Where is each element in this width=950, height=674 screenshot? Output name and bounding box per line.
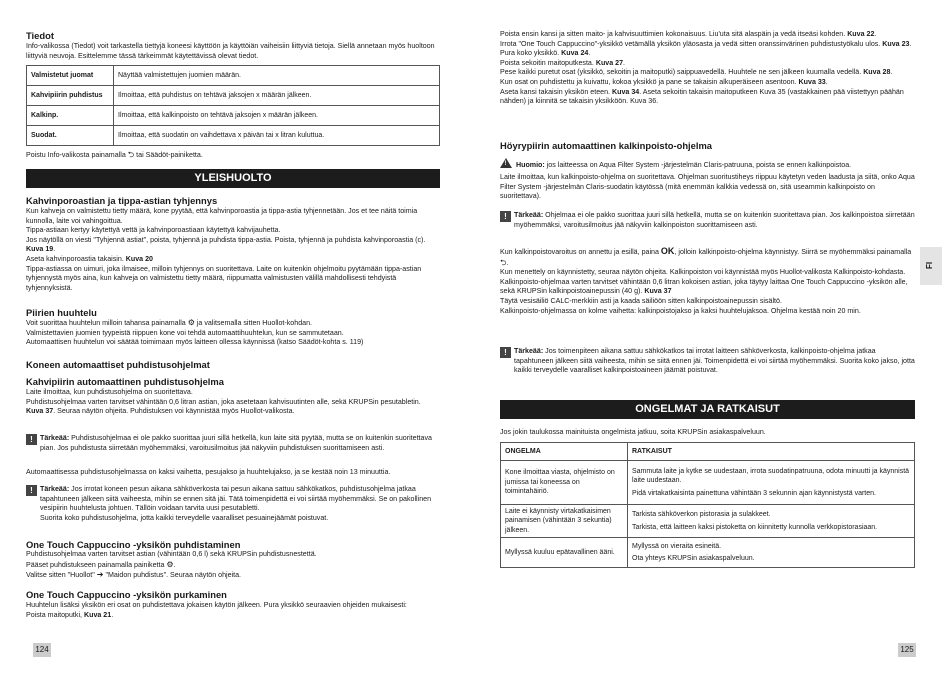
table-cell-key: Kahvipiirin puhdistus — [27, 86, 114, 106]
paragraph: Tippa-astiaan kertyy käytettyä vettä ja kahvinporoastiaan käytettyä kahvijauhetta. — [26, 226, 281, 235]
disassembly-steps — [500, 30, 915, 107]
paragraph: Jos näytöllä on viesti "Tyhjennä astiat", poista, tyhjennä ja puhdista tippa-astia. Poista, tyhjennä ja puhdista kahvinporoastia (c). Kuva 19. — [26, 235, 426, 254]
table-cell-value: Näyttää valmistettujen juomien määrän. — [114, 66, 440, 86]
paragraph: Kalkinpoisto-ohjelmaa varten tarvitset vähintään 0,6 litran kokoisen astian, joka täytyy laittaa One Touch Cappuccino -yksikön alle, sekä KRUPSin kalkinpoistoainepussin (40 g). Kuva 37 — [500, 277, 908, 296]
paragraph: Automaattisen huuhtelun voi säätää toimimaan myös laitteen ollessa käynnissä (katso Säädöt-kohta s. 119) — [26, 338, 364, 347]
warning-box: ! Tärkeää: Ohjelmaa ei ole pakko suorittaa juuri sillä hetkellä, mutta se on kuitenkin suoritettava pian. Jos kalkinpoistoa siirretään myöhemmäksi, varoitusilmoitus jää näkyviin kalkinpoiston suorittamiseen asti. — [500, 211, 915, 230]
table-row — [501, 505, 915, 538]
info-table — [26, 65, 440, 146]
exclamation-icon: ! — [26, 434, 37, 445]
section-heading: Koneen automaattiset puhdistusohjelmat — [26, 359, 210, 370]
troubleshooting-table — [500, 442, 915, 568]
table-cell-value: Ilmoittaa, että kalkinpoisto on tehtävä jaksojen x määrän jälkeen. — [114, 106, 440, 126]
paragraph: Laite ilmoittaa, kun kalkinpoisto-ohjelma on suoritettava. Ohjelman suoritustiheys riippuu käytetyn veden laadusta ja siitä, onko Aqua Filter System -järjestelmän Claris-suodatin käytössä (mitä enemmän kalkkia vedessä on, sitä useammin kalkinpoisto on suoritettava). — [500, 173, 915, 201]
subsection-heading: Kahvipiirin automaattinen puhdistusohjelma — [26, 376, 224, 387]
paragraph: Laite ilmoittaa, kun puhdistusohjelma on suoritettava. — [26, 388, 193, 396]
back-arrow-icon: ⮌ — [500, 257, 507, 267]
section-heading: Höyrypiirin automaattinen kalkinpoisto-ohjelma — [500, 140, 713, 151]
exclamation-icon: ! — [500, 347, 511, 358]
paragraph: Tippa-astiassa on uimuri, joka ilmaisee, milloin tyhjennys on suoritettava. Laite on kuitenkin ohjelmoitu pyytämään tippa-astian tyhjennystä myös aina, kun kahveja on valmistettu tietty määrä, riippumatta valmistusten välillä mahdollisesti tehdyistä tyhjennyksistä. — [26, 264, 422, 292]
solutions-cell: Sammuta laite ja kytke se uudestaan, irrota suodatinpatruuna, odota minuutti ja käynnistä laite uudestaan. Pidä virtakatkaisinta painettuna vähintään 3 sekunnin ajan käynnistystä varten. — [628, 461, 915, 505]
tiedot-exit: Poistu Info-valikosta painamalla ⮌ tai Säädöt-painiketta. — [26, 150, 203, 159]
warning-box: ! Tärkeää: Puhdistusohjelmaa ei ole pakko suorittaa juuri sillä hetkellä, kun laite sitä pyytää, mutta se on kuitenkin suoritettava pian. Jos puhdistusta siirretään myöhemmäksi, varoitusilmoitus jää näkyviin puhdistuksen suorittamiseen asti. — [26, 434, 440, 453]
gear-icon: ⚙ — [187, 318, 195, 327]
table-row — [27, 66, 440, 86]
step: Kun osat on puhdistettu ja kuivattu, kokoa yksikkö ja pane se takaisin alkuperäiseen asentoon. Kuva 33. — [500, 77, 828, 86]
table-row — [27, 106, 440, 126]
step: Pese kaikki puretut osat (yksikkö, sekoitin ja maitoputki) saippuavedellä. Huuhtele ne sen jälkeen kuumalla vedellä. Kuva 28. — [500, 68, 893, 77]
paragraph: Voit suorittaa huuhtelun milloin tahansa painamalla ⚙ ja valitsemalla sitten Huollot-kohdan. — [26, 318, 312, 327]
notice: ! Huomio: jos laitteessa on Aqua Filter System -järjestelmän Claris-patruuna, poista se ennen kalkinpoistoa. — [500, 158, 915, 171]
tiedot-intro: Info-valikossa (Tiedot) voit tarkastella tiettyjä koneesi käyttöön ja käyttöiän vaiheisiin liittyviä tietoja. Siellä annetaan myös huoltoon liittyviä neuvoja. Esittelemme tässä tärkeimmät käytettävissä olevat tiedot. — [26, 42, 435, 60]
back-arrow-icon: ⮌ — [127, 150, 135, 159]
section-banner-yleishuolto: YLEISHUOLTO — [26, 169, 440, 188]
table-row — [27, 86, 440, 106]
page-number-left: 124 — [33, 643, 51, 657]
column-header: ONGELMA — [501, 443, 628, 461]
table-cell-value: Ilmoittaa, että suodatin on vaihdettava x päivän tai x litran kuluttua. — [114, 126, 440, 146]
problem-cell: Laite ei käynnisty virtakatkaisimen painamisen (vähintään 3 sekuntia) jälkeen. — [501, 505, 628, 538]
exclamation-icon: ! — [26, 485, 37, 496]
gear-icon: ⚙ — [166, 559, 174, 569]
column-header: RATKAISUT — [628, 443, 915, 461]
paragraph: Kun menettely on käynnistetty, seuraa näytön ohjeita. Kalkinpoiston voi käynnistää myös Huollot-valikosta Kalkinpoisto-kohdasta. — [500, 268, 906, 277]
section-heading: Piirien huuhtelu — [26, 307, 97, 318]
paragraph: Puhdistusohjelmaa varten tarvitset astian (vähintään 0,6 l) sekä KRUPSin puhdistusnestettä. — [26, 550, 317, 558]
page-number-right: 125 — [898, 643, 916, 657]
table-cell-key: Kalkinp. — [27, 106, 114, 126]
table-row — [27, 126, 440, 146]
table-row — [501, 538, 915, 568]
problem-cell: Myllyssä kuuluu epätavallinen ääni. — [501, 538, 628, 568]
warning-box: ! Tärkeää: Jos irrotat koneen pesun aikana sähköverkosta tai pesun aikana sattuu sähkökatkos, puhdistusohjelma jatkaa tapahtuneen jälkeen siitä vaiheesta, mihin se ennen sitä jäi. Tätä toimenpidettä ei voi siirtää myöhemmäksi. Se on pakollinen vesipiirin huuhtelusta johtuen. Tällöin voidaan tarvita uusi pesutabletti. Suorita koko puhdistusohjelma, jotta kaikki terveydelle vaaralliset pesuainejäämät poistuvat. — [26, 485, 440, 523]
warning-box: ! Tärkeää: Jos toimenpiteen aikana sattuu sähkökatkos tai irrotat laitteen sähköverkosta, kalkinpoisto-ohjelma jatkaa tapahtuneen jälkeen siitä vaiheesta, mihin se siitä ennen jäi. Toimenpidettä ei voi siirtää myöhemmäksi. Suorita koko jakso, jotta kaikki terveydelle vaaralliset kalkinpoistoaineen jäämät poistuvat. — [500, 347, 915, 376]
ok-button-glyph: OK — [660, 246, 675, 256]
paragraph: Kalkinpoisto-ohjelmassa on kolme vaihetta: kalkinpoistojakso ja kaksi huuhtelujaksoa. Ohjelma kestää noin 20 min. — [500, 306, 861, 315]
solutions-cell: Myllyssä on vieraita esineitä. Ota yhteys KRUPSin asiakaspalveluun. — [628, 538, 915, 568]
left-page — [26, 0, 440, 674]
paragraph: Aseta kahvinporoastia takaisin. Kuva 20 — [26, 254, 153, 263]
paragraph: Kun kahveja on valmistettu tietty määrä, kone pyytää, että kahvinporoastia ja tippa-astia tyhjennetään. Jos et tee näitä toimia kunnolla, laite voi vahingoittua. — [26, 207, 418, 225]
table-header-row — [501, 443, 915, 461]
paragraph: Poista maitoputki, Kuva 21. — [26, 610, 114, 619]
section-heading: Kahvinporoastian ja tippa-astian tyhjennys — [26, 195, 218, 206]
table-row — [501, 461, 915, 505]
section-banner-ongelmat: ONGELMAT JA RATKAISUT — [500, 400, 915, 419]
solutions-cell: Tarkista sähköverkon pistorasia ja sulakkeet. Tarkista, että laitteen kaksi pistoketta on kiinnitetty kunnolla verkkopistorasiaan. — [628, 505, 915, 538]
paragraph: Huuhtelun lisäksi yksikön eri osat on puhdistettava jokaisen käytön jälkeen. Pura yksikkö seuraavien ohjeiden mukaisesti: — [26, 601, 407, 609]
paragraph: Jos jokin taulukossa mainituista ongelmista jatkuu, soita KRUPSin asiakaspalveluun. — [500, 428, 766, 436]
right-arrow-icon: ➔ — [96, 570, 104, 580]
paragraph: Pääset puhdistukseen painamalla painiketta ⚙. — [26, 559, 176, 569]
right-page — [500, 0, 915, 674]
paragraph: Automaattisessa puhdistusohjelmassa on kaksi vaihetta, pesujakso ja huuhtelujakso, ja se kestää noin 13 minuuttia. — [26, 468, 391, 476]
warning-triangle-icon: ! — [500, 158, 512, 168]
step: Aseta kansi takaisin yksikön eteen. Kuva 34. Aseta sekoitin takaisin maitoputkeen Kuva 35 (vastakkainen pää viistettyyn päähän nähden) ja kiinnitä se takaisin yksikköön. Kuva 36. — [500, 87, 904, 106]
table-cell-key: Suodat. — [27, 126, 114, 146]
step: Poista ensin kansi ja sitten maito- ja kahvisuuttimien kokonaisuus. Liu'uta sitä alaspäin ja vedä itseäsi kohden. Kuva 22. — [500, 30, 877, 38]
paragraph: Valmistettavien juomien tyypeistä riippuen kone voi tehdä automaattihuuhtelun, kun se sammutetaan. — [26, 328, 344, 337]
step: Poista sekoitin maitoputkesta. Kuva 27. — [500, 58, 626, 67]
section-heading: One Touch Cappuccino -yksikön puhdistaminen — [26, 539, 241, 550]
paragraph: Puhdistusohjelmaa varten tarvitset vähintään 0,6 litran astian, joka asetetaan kahvisuutinten alle, sekä KRUPSin pesutabletin. Kuva 37. Seuraa näytön ohjeita. Puhdistuksen voi käynnistää myös Huollot-valikosta. — [26, 397, 421, 416]
paragraph: Valitse sitten "Huollot" ➔ "Maidon puhdistus". Seuraa näytön ohjeita. — [26, 570, 242, 580]
language-tab: FI — [920, 247, 942, 285]
tiedot-heading: Tiedot — [26, 30, 54, 41]
step: Pura koko yksikkö. Kuva 24. — [500, 49, 591, 58]
problem-cell: Kone ilmoittaa viasta, ohjelmisto on jumissa tai koneessa on toimintahäiriö. — [501, 461, 628, 505]
paragraph: Täytä vesisäiliö CALC-merkkiin asti ja kaada säiliöön sitten kalkinpoistoainepussin sisältö. — [500, 296, 782, 305]
section-heading: One Touch Cappuccino -yksikön purkaminen — [26, 589, 227, 600]
step: Irrota "One Touch Cappuccino"-yksikkö vetämällä yksikön yläosasta ja vedä sitten oranssinvärinen puhdistustyökalu ulos. Kuva 23. — [500, 39, 912, 48]
table-cell-key: Valmistetut juomat — [27, 66, 114, 86]
table-cell-value: Ilmoittaa, että puhdistus on tehtävä jaksojen x määrän jälkeen. — [114, 86, 440, 106]
exclamation-icon: ! — [500, 211, 511, 222]
paragraph: Kun kalkinpoistovaroitus on annettu ja esillä, paina OK, jolloin kalkinpoisto-ohjelma käynnistyy. Siirrä se myöhemmäksi painamalla ⮌. — [500, 246, 912, 267]
